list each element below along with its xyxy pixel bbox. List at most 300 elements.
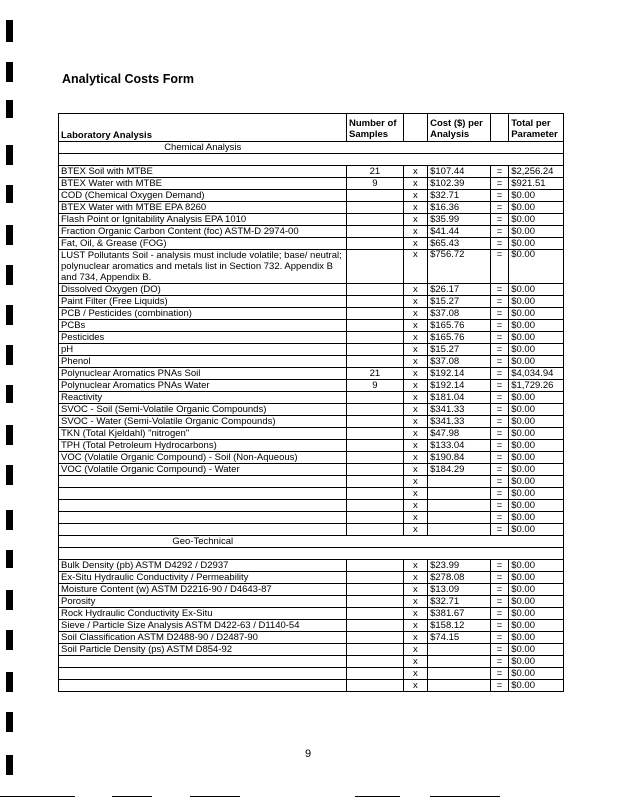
table-row bbox=[59, 178, 564, 190]
total-cell: $0.00 bbox=[509, 596, 564, 608]
total-cell: $0.00 bbox=[509, 226, 564, 238]
samples-cell bbox=[346, 344, 403, 356]
table-row bbox=[59, 296, 564, 308]
header-row bbox=[59, 114, 564, 142]
multiply-cell: x bbox=[403, 296, 427, 308]
table-row bbox=[59, 488, 564, 500]
analysis-cell bbox=[59, 476, 347, 488]
total-cell: $0.00 bbox=[509, 512, 564, 524]
cost-cell bbox=[428, 680, 491, 692]
multiply-cell: x bbox=[403, 524, 427, 536]
equals-cell: = bbox=[490, 178, 508, 190]
table-row bbox=[59, 284, 564, 296]
table-row bbox=[59, 500, 564, 512]
cost-cell: $15.27 bbox=[428, 296, 491, 308]
header-cost: Cost ($) per Analysis bbox=[428, 114, 491, 142]
section-title: Geo-Technical bbox=[59, 536, 347, 548]
table-row bbox=[59, 512, 564, 524]
multiply-cell: x bbox=[403, 320, 427, 332]
total-cell: $0.00 bbox=[509, 320, 564, 332]
multiply-cell: x bbox=[403, 644, 427, 656]
samples-cell bbox=[346, 488, 403, 500]
table-row bbox=[59, 584, 564, 596]
cost-cell: $74.15 bbox=[428, 632, 491, 644]
multiply-cell: x bbox=[403, 392, 427, 404]
table-row bbox=[59, 668, 564, 680]
cost-cell bbox=[428, 476, 491, 488]
total-cell: $0.00 bbox=[509, 238, 564, 250]
multiply-cell: x bbox=[403, 656, 427, 668]
samples-cell bbox=[346, 560, 403, 572]
equals-cell: = bbox=[490, 584, 508, 596]
analysis-cell: Soil Particle Density (ps) ASTM D854-92 bbox=[59, 644, 347, 656]
total-cell: $0.00 bbox=[509, 296, 564, 308]
analysis-cell: COD (Chemical Oxygen Demand) bbox=[59, 190, 347, 202]
equals-cell: = bbox=[490, 296, 508, 308]
cost-cell: $341.33 bbox=[428, 404, 491, 416]
samples-cell bbox=[346, 524, 403, 536]
samples-cell bbox=[346, 512, 403, 524]
equals-cell: = bbox=[490, 440, 508, 452]
table-row bbox=[59, 572, 564, 584]
equals-cell: = bbox=[490, 524, 508, 536]
analysis-cell: VOC (Volatile Organic Compound) - Water bbox=[59, 464, 347, 476]
cost-cell: $37.08 bbox=[428, 356, 491, 368]
total-cell: $0.00 bbox=[509, 308, 564, 320]
table-row bbox=[59, 392, 564, 404]
multiply-cell: x bbox=[403, 440, 427, 452]
table-row bbox=[59, 656, 564, 668]
multiply-cell: x bbox=[403, 584, 427, 596]
samples-cell bbox=[346, 214, 403, 226]
equals-cell: = bbox=[490, 488, 508, 500]
table-row bbox=[59, 608, 564, 620]
equals-cell: = bbox=[490, 308, 508, 320]
table-row bbox=[59, 308, 564, 320]
section-header-row bbox=[59, 536, 564, 548]
samples-cell bbox=[346, 308, 403, 320]
analysis-cell: Fat, Oil, & Grease (FOG) bbox=[59, 238, 347, 250]
equals-cell: = bbox=[490, 644, 508, 656]
multiply-cell: x bbox=[403, 214, 427, 226]
header-total: Total per Parameter bbox=[509, 114, 564, 142]
table-row bbox=[59, 476, 564, 488]
table-row bbox=[59, 214, 564, 226]
multiply-cell: x bbox=[403, 488, 427, 500]
total-cell: $0.00 bbox=[509, 428, 564, 440]
samples-cell bbox=[346, 284, 403, 296]
total-cell: $1,729.26 bbox=[509, 380, 564, 392]
table-row bbox=[59, 620, 564, 632]
cost-cell: $107.44 bbox=[428, 166, 491, 178]
analysis-cell: PCBs bbox=[59, 320, 347, 332]
table-row bbox=[59, 440, 564, 452]
page-number: 9 bbox=[305, 748, 312, 760]
samples-cell bbox=[346, 584, 403, 596]
equals-cell: = bbox=[490, 250, 508, 284]
multiply-cell: x bbox=[403, 368, 427, 380]
analysis-cell: Sieve / Particle Size Analysis ASTM D422-63 / D1140-54 bbox=[59, 620, 347, 632]
samples-cell bbox=[346, 656, 403, 668]
table-row bbox=[59, 190, 564, 202]
analysis-cell bbox=[59, 680, 347, 692]
equals-cell: = bbox=[490, 356, 508, 368]
equals-cell: = bbox=[490, 368, 508, 380]
equals-cell: = bbox=[490, 668, 508, 680]
analysis-cell: Moisture Content (w) ASTM D2216-90 / D4643-87 bbox=[59, 584, 347, 596]
equals-cell: = bbox=[490, 560, 508, 572]
total-cell: $0.00 bbox=[509, 404, 564, 416]
table-row bbox=[59, 644, 564, 656]
total-cell: $0.00 bbox=[509, 190, 564, 202]
table-row bbox=[59, 368, 564, 380]
section-title-filler bbox=[346, 536, 563, 548]
total-cell: $0.00 bbox=[509, 464, 564, 476]
header-samples: Number of Samples bbox=[346, 114, 403, 142]
section-header-row bbox=[59, 142, 564, 154]
total-cell: $0.00 bbox=[509, 392, 564, 404]
cost-cell: $102.39 bbox=[428, 178, 491, 190]
total-cell: $0.00 bbox=[509, 284, 564, 296]
total-cell: $0.00 bbox=[509, 476, 564, 488]
form-title: Analytical Costs Form bbox=[62, 72, 194, 86]
table-row bbox=[59, 320, 564, 332]
cost-cell: $158.12 bbox=[428, 620, 491, 632]
equals-cell: = bbox=[490, 656, 508, 668]
analysis-cell: PCB / Pesticides (combination) bbox=[59, 308, 347, 320]
total-cell: $0.00 bbox=[509, 440, 564, 452]
table-row bbox=[59, 428, 564, 440]
cost-cell: $35.99 bbox=[428, 214, 491, 226]
multiply-cell: x bbox=[403, 680, 427, 692]
analysis-cell: pH bbox=[59, 344, 347, 356]
samples-cell bbox=[346, 608, 403, 620]
cost-cell: $756.72 bbox=[428, 250, 491, 284]
analysis-cell: SVOC - Water (Semi-Volatile Organic Compounds) bbox=[59, 416, 347, 428]
cost-cell: $181.04 bbox=[428, 392, 491, 404]
multiply-cell: x bbox=[403, 202, 427, 214]
multiply-cell: x bbox=[403, 512, 427, 524]
total-cell: $0.00 bbox=[509, 416, 564, 428]
analysis-cell: Pesticides bbox=[59, 332, 347, 344]
total-cell: $0.00 bbox=[509, 656, 564, 668]
samples-cell: 9 bbox=[346, 178, 403, 190]
equals-cell: = bbox=[490, 320, 508, 332]
table-row bbox=[59, 202, 564, 214]
multiply-cell: x bbox=[403, 178, 427, 190]
multiply-cell: x bbox=[403, 238, 427, 250]
total-cell: $0.00 bbox=[509, 202, 564, 214]
samples-cell bbox=[346, 500, 403, 512]
multiply-cell: x bbox=[403, 428, 427, 440]
cost-cell: $165.76 bbox=[428, 320, 491, 332]
analysis-cell: LUST Pollutants Soil - analysis must include volatile; base/ neutral; polynuclear aromatics and metals list in Section 732. Appendix B and 734, Appendix B. bbox=[59, 250, 347, 284]
equals-cell: = bbox=[490, 608, 508, 620]
multiply-cell: x bbox=[403, 308, 427, 320]
total-cell: $0.00 bbox=[509, 584, 564, 596]
analysis-cell: Bulk Density (pb) ASTM D4292 / D2937 bbox=[59, 560, 347, 572]
analysis-cell: BTEX Soil with MTBE bbox=[59, 166, 347, 178]
cost-cell: $37.08 bbox=[428, 308, 491, 320]
cost-cell: $192.14 bbox=[428, 380, 491, 392]
analysis-cell: BTEX Water with MTBE bbox=[59, 178, 347, 190]
table-row bbox=[59, 452, 564, 464]
equals-cell: = bbox=[490, 500, 508, 512]
samples-cell bbox=[346, 428, 403, 440]
analysis-cell: Rock Hydraulic Conductivity Ex-Situ bbox=[59, 608, 347, 620]
multiply-cell: x bbox=[403, 608, 427, 620]
analysis-cell: Reactivity bbox=[59, 392, 347, 404]
multiply-cell: x bbox=[403, 380, 427, 392]
samples-cell bbox=[346, 620, 403, 632]
equals-cell: = bbox=[490, 596, 508, 608]
equals-cell: = bbox=[490, 620, 508, 632]
multiply-cell: x bbox=[403, 500, 427, 512]
equals-cell: = bbox=[490, 166, 508, 178]
cost-cell: $16.36 bbox=[428, 202, 491, 214]
equals-cell: = bbox=[490, 680, 508, 692]
equals-cell: = bbox=[490, 214, 508, 226]
samples-cell bbox=[346, 452, 403, 464]
multiply-cell: x bbox=[403, 416, 427, 428]
cost-cell: $381.67 bbox=[428, 608, 491, 620]
samples-cell bbox=[346, 392, 403, 404]
analysis-cell: Porosity bbox=[59, 596, 347, 608]
samples-cell bbox=[346, 356, 403, 368]
analysis-cell bbox=[59, 500, 347, 512]
samples-cell bbox=[346, 680, 403, 692]
multiply-cell: x bbox=[403, 452, 427, 464]
equals-cell: = bbox=[490, 572, 508, 584]
total-cell: $2,256.24 bbox=[509, 166, 564, 178]
samples-cell bbox=[346, 404, 403, 416]
total-cell: $0.00 bbox=[509, 644, 564, 656]
table-row bbox=[59, 344, 564, 356]
cost-cell bbox=[428, 524, 491, 536]
equals-cell: = bbox=[490, 238, 508, 250]
analysis-cell bbox=[59, 524, 347, 536]
samples-cell: 21 bbox=[346, 368, 403, 380]
samples-cell bbox=[346, 440, 403, 452]
cost-cell: $341.33 bbox=[428, 416, 491, 428]
cost-cell bbox=[428, 668, 491, 680]
equals-cell: = bbox=[490, 404, 508, 416]
analysis-cell bbox=[59, 668, 347, 680]
equals-cell: = bbox=[490, 476, 508, 488]
equals-cell: = bbox=[490, 202, 508, 214]
analysis-cell: Phenol bbox=[59, 356, 347, 368]
multiply-cell: x bbox=[403, 226, 427, 238]
cost-cell: $13.09 bbox=[428, 584, 491, 596]
equals-cell: = bbox=[490, 452, 508, 464]
samples-cell bbox=[346, 238, 403, 250]
cost-cell bbox=[428, 656, 491, 668]
analysis-cell: TKN (Total Kjeldahl) "nitrogen" bbox=[59, 428, 347, 440]
total-cell: $0.00 bbox=[509, 500, 564, 512]
cost-cell bbox=[428, 488, 491, 500]
multiply-cell: x bbox=[403, 476, 427, 488]
analysis-cell bbox=[59, 488, 347, 500]
table-row bbox=[59, 380, 564, 392]
analysis-cell: Polynuclear Aromatics PNAs Soil bbox=[59, 368, 347, 380]
analysis-cell: Ex-Situ Hydraulic Conductivity / Permeability bbox=[59, 572, 347, 584]
cost-cell: $15.27 bbox=[428, 344, 491, 356]
table-row bbox=[59, 464, 564, 476]
samples-cell bbox=[346, 250, 403, 284]
multiply-cell: x bbox=[403, 464, 427, 476]
samples-cell bbox=[346, 296, 403, 308]
analysis-cell: Soil Classification ASTM D2488-90 / D2487-90 bbox=[59, 632, 347, 644]
analysis-cell bbox=[59, 512, 347, 524]
multiply-cell: x bbox=[403, 284, 427, 296]
table-row bbox=[59, 596, 564, 608]
header-gap bbox=[403, 114, 427, 142]
analysis-cell: BTEX Water with MTBE EPA 8260 bbox=[59, 202, 347, 214]
total-cell: $921.51 bbox=[509, 178, 564, 190]
table-row bbox=[59, 416, 564, 428]
analysis-cell: SVOC - Soil (Semi-Volatile Organic Compounds) bbox=[59, 404, 347, 416]
equals-cell: = bbox=[490, 344, 508, 356]
analytical-costs-table bbox=[58, 113, 564, 692]
cost-cell: $23.99 bbox=[428, 560, 491, 572]
multiply-cell: x bbox=[403, 560, 427, 572]
cost-cell: $47.98 bbox=[428, 428, 491, 440]
cost-cell: $26.17 bbox=[428, 284, 491, 296]
samples-cell bbox=[346, 668, 403, 680]
samples-cell bbox=[346, 476, 403, 488]
cost-cell: $278.08 bbox=[428, 572, 491, 584]
analysis-cell: Fraction Organic Carbon Content (foc) ASTM-D 2974-00 bbox=[59, 226, 347, 238]
table-row bbox=[59, 680, 564, 692]
total-cell: $0.00 bbox=[509, 356, 564, 368]
samples-cell: 9 bbox=[346, 380, 403, 392]
equals-cell: = bbox=[490, 284, 508, 296]
analysis-cell: Paint Filter (Free Liquids) bbox=[59, 296, 347, 308]
spacer-cell bbox=[59, 548, 564, 560]
samples-cell bbox=[346, 644, 403, 656]
total-cell: $0.00 bbox=[509, 332, 564, 344]
analysis-cell: Polynuclear Aromatics PNAs Water bbox=[59, 380, 347, 392]
multiply-cell: x bbox=[403, 620, 427, 632]
samples-cell bbox=[346, 464, 403, 476]
equals-cell: = bbox=[490, 332, 508, 344]
equals-cell: = bbox=[490, 380, 508, 392]
table-row bbox=[59, 632, 564, 644]
total-cell: $0.00 bbox=[509, 344, 564, 356]
samples-cell bbox=[346, 332, 403, 344]
analysis-cell: VOC (Volatile Organic Compound) - Soil (Non-Aqueous) bbox=[59, 452, 347, 464]
equals-cell: = bbox=[490, 632, 508, 644]
multiply-cell: x bbox=[403, 668, 427, 680]
multiply-cell: x bbox=[403, 166, 427, 178]
spacer-row bbox=[59, 548, 564, 560]
total-cell: $4,034.94 bbox=[509, 368, 564, 380]
table-row bbox=[59, 560, 564, 572]
cost-cell: $65.43 bbox=[428, 238, 491, 250]
analysis-cell bbox=[59, 656, 347, 668]
total-cell: $0.00 bbox=[509, 488, 564, 500]
multiply-cell: x bbox=[403, 596, 427, 608]
table-row bbox=[59, 166, 564, 178]
multiply-cell: x bbox=[403, 332, 427, 344]
equals-cell: = bbox=[490, 392, 508, 404]
analysis-cell: TPH (Total Petroleum Hydrocarbons) bbox=[59, 440, 347, 452]
analysis-cell: Dissolved Oxygen (DO) bbox=[59, 284, 347, 296]
table-row bbox=[59, 404, 564, 416]
total-cell: $0.00 bbox=[509, 632, 564, 644]
table-row bbox=[59, 332, 564, 344]
table-row bbox=[59, 226, 564, 238]
total-cell: $0.00 bbox=[509, 668, 564, 680]
table-row bbox=[59, 238, 564, 250]
samples-cell: 21 bbox=[346, 166, 403, 178]
total-cell: $0.00 bbox=[509, 524, 564, 536]
equals-cell: = bbox=[490, 226, 508, 238]
multiply-cell: x bbox=[403, 404, 427, 416]
cost-cell: $32.71 bbox=[428, 596, 491, 608]
equals-cell: = bbox=[490, 190, 508, 202]
cost-cell bbox=[428, 512, 491, 524]
spacer-row bbox=[59, 154, 564, 166]
total-cell: $0.00 bbox=[509, 560, 564, 572]
spacer-cell bbox=[59, 154, 564, 166]
cost-cell: $190.84 bbox=[428, 452, 491, 464]
section-title-filler bbox=[346, 142, 563, 154]
cost-cell: $192.14 bbox=[428, 368, 491, 380]
multiply-cell: x bbox=[403, 344, 427, 356]
total-cell: $0.00 bbox=[509, 572, 564, 584]
multiply-cell: x bbox=[403, 632, 427, 644]
samples-cell bbox=[346, 202, 403, 214]
samples-cell bbox=[346, 632, 403, 644]
cost-cell: $133.04 bbox=[428, 440, 491, 452]
header-gap bbox=[490, 114, 508, 142]
multiply-cell: x bbox=[403, 356, 427, 368]
table-row bbox=[59, 250, 564, 284]
samples-cell bbox=[346, 190, 403, 202]
multiply-cell: x bbox=[403, 572, 427, 584]
multiply-cell: x bbox=[403, 190, 427, 202]
total-cell: $0.00 bbox=[509, 620, 564, 632]
total-cell: $0.00 bbox=[509, 452, 564, 464]
total-cell: $0.00 bbox=[509, 680, 564, 692]
equals-cell: = bbox=[490, 428, 508, 440]
cost-cell: $165.76 bbox=[428, 332, 491, 344]
samples-cell bbox=[346, 596, 403, 608]
total-cell: $0.00 bbox=[509, 214, 564, 226]
samples-cell bbox=[346, 320, 403, 332]
table-row bbox=[59, 524, 564, 536]
total-cell: $0.00 bbox=[509, 250, 564, 284]
multiply-cell: x bbox=[403, 250, 427, 284]
cost-cell: $32.71 bbox=[428, 190, 491, 202]
cost-cell: $184.29 bbox=[428, 464, 491, 476]
section-title: Chemical Analysis bbox=[59, 142, 347, 154]
equals-cell: = bbox=[490, 512, 508, 524]
cost-cell: $41.44 bbox=[428, 226, 491, 238]
cost-cell bbox=[428, 644, 491, 656]
cost-cell bbox=[428, 500, 491, 512]
samples-cell bbox=[346, 416, 403, 428]
total-cell: $0.00 bbox=[509, 608, 564, 620]
header-analysis: Laboratory Analysis bbox=[59, 114, 347, 142]
equals-cell: = bbox=[490, 416, 508, 428]
equals-cell: = bbox=[490, 464, 508, 476]
analysis-cell: Flash Point or Ignitability Analysis EPA 1010 bbox=[59, 214, 347, 226]
table-row bbox=[59, 356, 564, 368]
samples-cell bbox=[346, 572, 403, 584]
samples-cell bbox=[346, 226, 403, 238]
